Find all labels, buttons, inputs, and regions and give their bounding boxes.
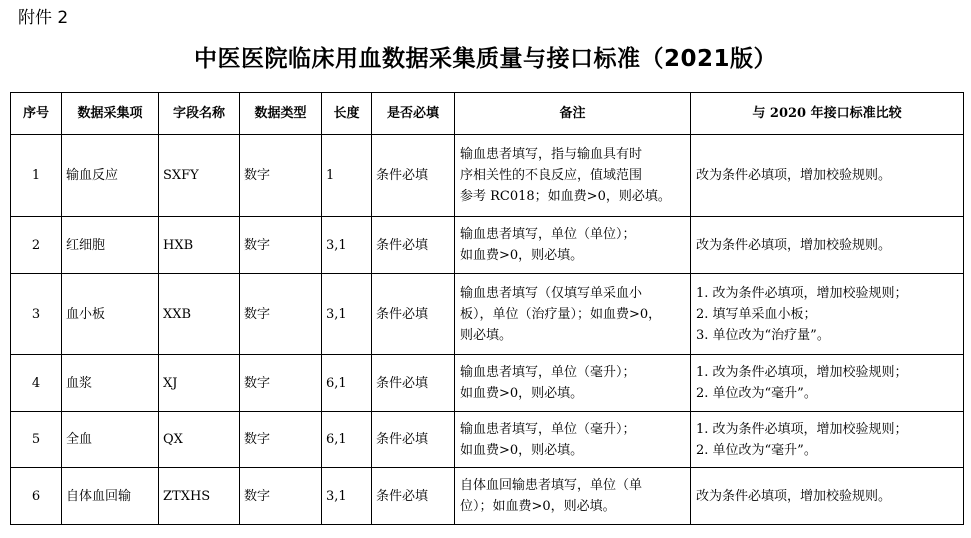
cell-item: 全血 <box>62 412 159 468</box>
cell-no: 1 <box>11 135 62 217</box>
cell-item: 自体血回输 <box>62 468 159 525</box>
cell-note: 输血患者填写（仅填写单采血小 板），单位（治疗量）；如血费>0， 则必填。 <box>455 274 691 355</box>
cell-no: 3 <box>11 274 62 355</box>
cell-compare: 改为条件必填项，增加校验规则。 <box>691 135 964 217</box>
cell-type: 数字 <box>240 217 322 274</box>
table-row <box>11 135 964 217</box>
cell-field: XXB <box>159 274 240 355</box>
cell-required: 条件必填 <box>372 217 455 274</box>
cell-compare: 改为条件必填项，增加校验规则。 <box>691 468 964 525</box>
table-row <box>11 355 964 412</box>
cell-note: 输血患者填写，单位（毫升）； 如血费>0，则必填。 <box>455 412 691 468</box>
data-standard-table <box>10 92 964 525</box>
cell-length: 3,1 <box>322 468 372 525</box>
cell-length: 6,1 <box>322 355 372 412</box>
cell-field: SXFY <box>159 135 240 217</box>
cell-field: HXB <box>159 217 240 274</box>
cell-field: ZTXHS <box>159 468 240 525</box>
header-item: 数据采集项 <box>62 93 159 135</box>
cell-length: 1 <box>322 135 372 217</box>
attachment-label: 附件 2 <box>18 8 69 28</box>
cell-field: XJ <box>159 355 240 412</box>
cell-type: 数字 <box>240 135 322 217</box>
cell-length: 3,1 <box>322 217 372 274</box>
cell-no: 6 <box>11 468 62 525</box>
table-row <box>11 468 964 525</box>
cell-required: 条件必填 <box>372 355 455 412</box>
document-title: 中医医院临床用血数据采集质量与接口标准（2021版） <box>193 46 777 72</box>
cell-note: 输血患者填写，单位（毫升）； 如血费>0，则必填。 <box>455 355 691 412</box>
header-no: 序号 <box>11 93 62 135</box>
header-required: 是否必填 <box>372 93 455 135</box>
cell-length: 6,1 <box>322 412 372 468</box>
table-row <box>11 217 964 274</box>
cell-compare: 改为条件必填项，增加校验规则。 <box>691 217 964 274</box>
cell-compare: 1. 改为条件必填项，增加校验规则； 2. 单位改为“毫升”。 <box>691 355 964 412</box>
cell-type: 数字 <box>240 355 322 412</box>
cell-type: 数字 <box>240 274 322 355</box>
table-row <box>11 274 964 355</box>
cell-required: 条件必填 <box>372 135 455 217</box>
cell-no: 4 <box>11 355 62 412</box>
cell-no: 5 <box>11 412 62 468</box>
header-length: 长度 <box>322 93 372 135</box>
header-note: 备注 <box>455 93 691 135</box>
cell-note: 输血患者填写，指与输血具有时 序相关性的不良反应，值域范围 参考 RC018；如血费>0，则必填。 <box>455 135 691 217</box>
cell-item: 血小板 <box>62 274 159 355</box>
cell-compare: 1. 改为条件必填项，增加校验规则； 2. 填写单采血小板； 3. 单位改为“治疗量”。 <box>691 274 964 355</box>
cell-required: 条件必填 <box>372 468 455 525</box>
table-row <box>11 412 964 468</box>
header-type: 数据类型 <box>240 93 322 135</box>
cell-type: 数字 <box>240 468 322 525</box>
cell-note: 输血患者填写，单位（单位）； 如血费>0，则必填。 <box>455 217 691 274</box>
cell-no: 2 <box>11 217 62 274</box>
cell-item: 血浆 <box>62 355 159 412</box>
cell-compare: 1. 改为条件必填项，增加校验规则； 2. 单位改为“毫升”。 <box>691 412 964 468</box>
cell-required: 条件必填 <box>372 412 455 468</box>
header-compare: 与 2020 年接口标准比较 <box>691 93 964 135</box>
cell-item: 输血反应 <box>62 135 159 217</box>
table-header-row <box>11 93 964 135</box>
cell-item: 红细胞 <box>62 217 159 274</box>
cell-length: 3,1 <box>322 274 372 355</box>
cell-field: QX <box>159 412 240 468</box>
cell-note: 自体血回输患者填写，单位（单 位）；如血费>0，则必填。 <box>455 468 691 525</box>
cell-type: 数字 <box>240 412 322 468</box>
header-field: 字段名称 <box>159 93 240 135</box>
cell-required: 条件必填 <box>372 274 455 355</box>
